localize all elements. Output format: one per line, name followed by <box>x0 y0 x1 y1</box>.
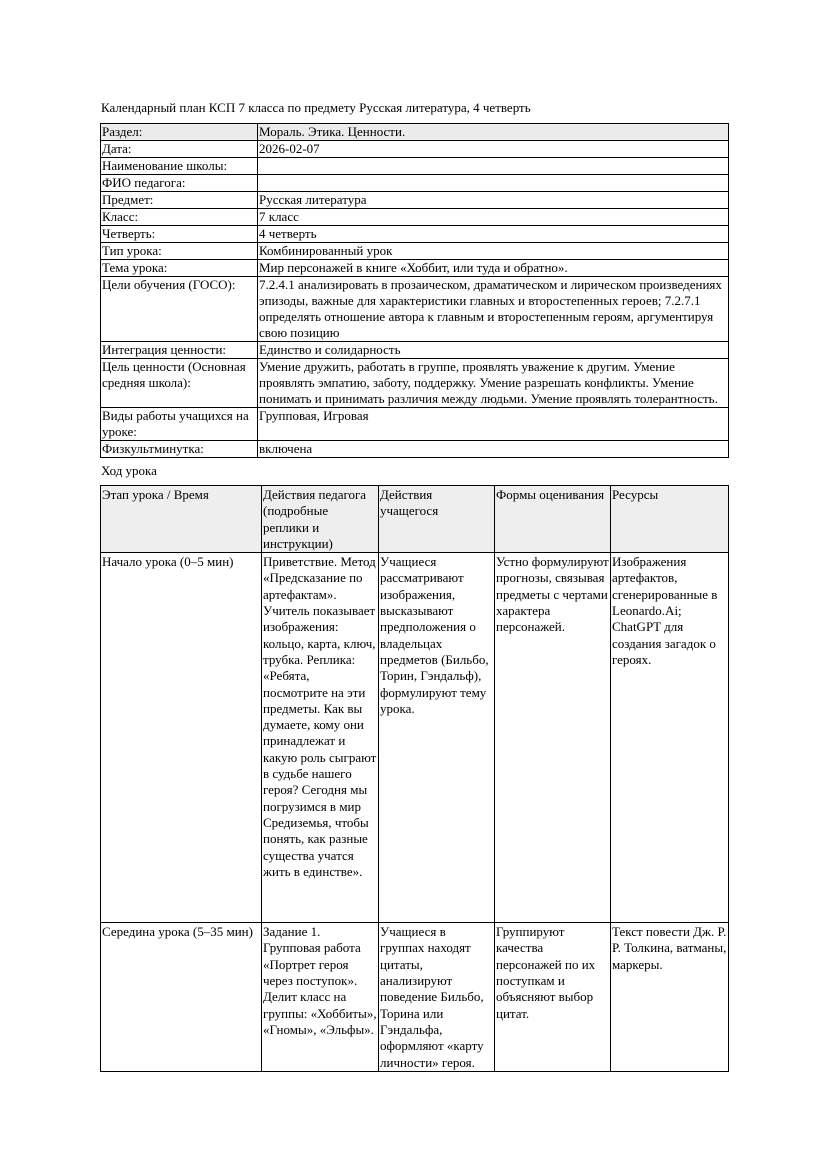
info-value: 7.2.4.1 анализировать в прозаическом, драматическом и лирическом произведениях эпизоды, важные для характеристики главных и второстепенных героев; 7.2.7.1 определять отношение автора к главным и второстепенным героям, аргументируя свою позицию <box>258 277 729 342</box>
plan-cell-student: Учащиеся в группах находят цитаты, анализируют поведение Бильбо, Торина или Гэндальфа, оформляют «карту личности» героя. <box>379 923 495 1072</box>
info-value: Групповая, Игровая <box>258 408 729 441</box>
lesson-flow-heading: Ход урока <box>101 463 157 478</box>
document-title: Календарный план КСП 7 класса по предмету Русская литература, 4 четверть <box>101 100 531 115</box>
info-value: Русская литература <box>258 192 729 209</box>
info-row <box>101 192 729 209</box>
info-row <box>101 359 729 408</box>
info-value: Мир персонажей в книге «Хоббит, или туда и обратно». <box>258 260 729 277</box>
info-value: 2026-02-07 <box>258 141 729 158</box>
info-key: ФИО педагога: <box>101 175 258 192</box>
info-key: Виды работы учащихся на уроке: <box>101 408 258 441</box>
lesson-info-table <box>100 123 729 458</box>
info-key: Цели обучения (ГОСО): <box>101 277 258 342</box>
info-row <box>101 408 729 441</box>
plan-row <box>101 553 729 923</box>
info-key: Раздел: <box>101 124 258 141</box>
info-value <box>258 175 729 192</box>
header-resources: Ресурсы <box>611 486 729 553</box>
plan-row <box>101 923 729 1072</box>
info-row <box>101 158 729 175</box>
plan-cell-assessment: Устно формулируют прогнозы, связывая предметы с чертами характера персонажей. <box>495 553 611 923</box>
info-row <box>101 124 729 141</box>
header-teacher-actions: Действия педагога (подробные реплики и инструкции) <box>262 486 379 553</box>
info-row <box>101 226 729 243</box>
info-key: Четверть: <box>101 226 258 243</box>
info-value: Умение дружить, работать в группе, проявлять уважение к другим. Умение проявлять эмпатию, заботу, поддержку. Умение разрешать конфликты. Умение понимать и принимать различия между людьми. Умение проявлять толерантность. <box>258 359 729 408</box>
plan-cell-teacher: Приветствие. Метод «Предсказание по артефактам». Учитель показывает изображения: кольцо, карта, ключ, трубка. Реплика: «Ребята, посмотрите на эти предметы. Как вы думаете, кому они принадлежат и какую роль сыграют в судьбе нашего героя? Сегодня мы погрузимся в мир Средиземья, чтобы понять, как разные существа учатся жить в единстве». <box>262 553 379 923</box>
plan-cell-stage: Начало урока (0–5 мин) <box>101 553 262 923</box>
info-key: Предмет: <box>101 192 258 209</box>
info-row <box>101 175 729 192</box>
info-row <box>101 209 729 226</box>
header-assessment: Формы оценивания <box>495 486 611 553</box>
info-key: Класс: <box>101 209 258 226</box>
info-key: Наименование школы: <box>101 158 258 175</box>
info-key: Физкультминутка: <box>101 441 258 458</box>
plan-cell-resources: Текст повести Дж. Р. Р. Толкина, ватманы, маркеры. <box>611 923 729 1072</box>
header-student-actions: Действия учащегося <box>379 486 495 553</box>
info-key: Тема урока: <box>101 260 258 277</box>
info-value <box>258 158 729 175</box>
info-value: 4 четверть <box>258 226 729 243</box>
lesson-plan-table <box>100 485 729 1072</box>
info-key: Тип урока: <box>101 243 258 260</box>
info-row <box>101 260 729 277</box>
plan-cell-stage: Середина урока (5–35 мин) <box>101 923 262 1072</box>
info-key: Дата: <box>101 141 258 158</box>
info-row <box>101 277 729 342</box>
info-value: Единство и солидарность <box>258 342 729 359</box>
info-value: 7 класс <box>258 209 729 226</box>
header-stage: Этап урока / Время <box>101 486 262 553</box>
plan-cell-student: Учащиеся рассматривают изображения, высказывают предположения о владельцах предметов (Бильбо, Торин, Гэндальф), формулируют тему урока. <box>379 553 495 923</box>
plan-cell-teacher: Задание 1. Групповая работа «Портрет героя через поступок». Делит класс на группы: «Хоббиты», «Гномы», «Эльфы». <box>262 923 379 1072</box>
info-row <box>101 342 729 359</box>
plan-cell-resources: Изображения артефактов, сгенерированные в Leonardo.Ai; ChatGPT для создания загадок о героях. <box>611 553 729 923</box>
info-row <box>101 243 729 260</box>
info-value: Мораль. Этика. Ценности. <box>258 124 729 141</box>
plan-cell-assessment: Группируют качества персонажей по их поступкам и объясняют выбор цитат. <box>495 923 611 1072</box>
info-value: включена <box>258 441 729 458</box>
info-key: Интеграция ценности: <box>101 342 258 359</box>
info-key: Цель ценности (Основная средняя школа): <box>101 359 258 408</box>
info-row <box>101 441 729 458</box>
info-value: Комбинированный урок <box>258 243 729 260</box>
info-row <box>101 141 729 158</box>
plan-header-row <box>101 486 729 553</box>
